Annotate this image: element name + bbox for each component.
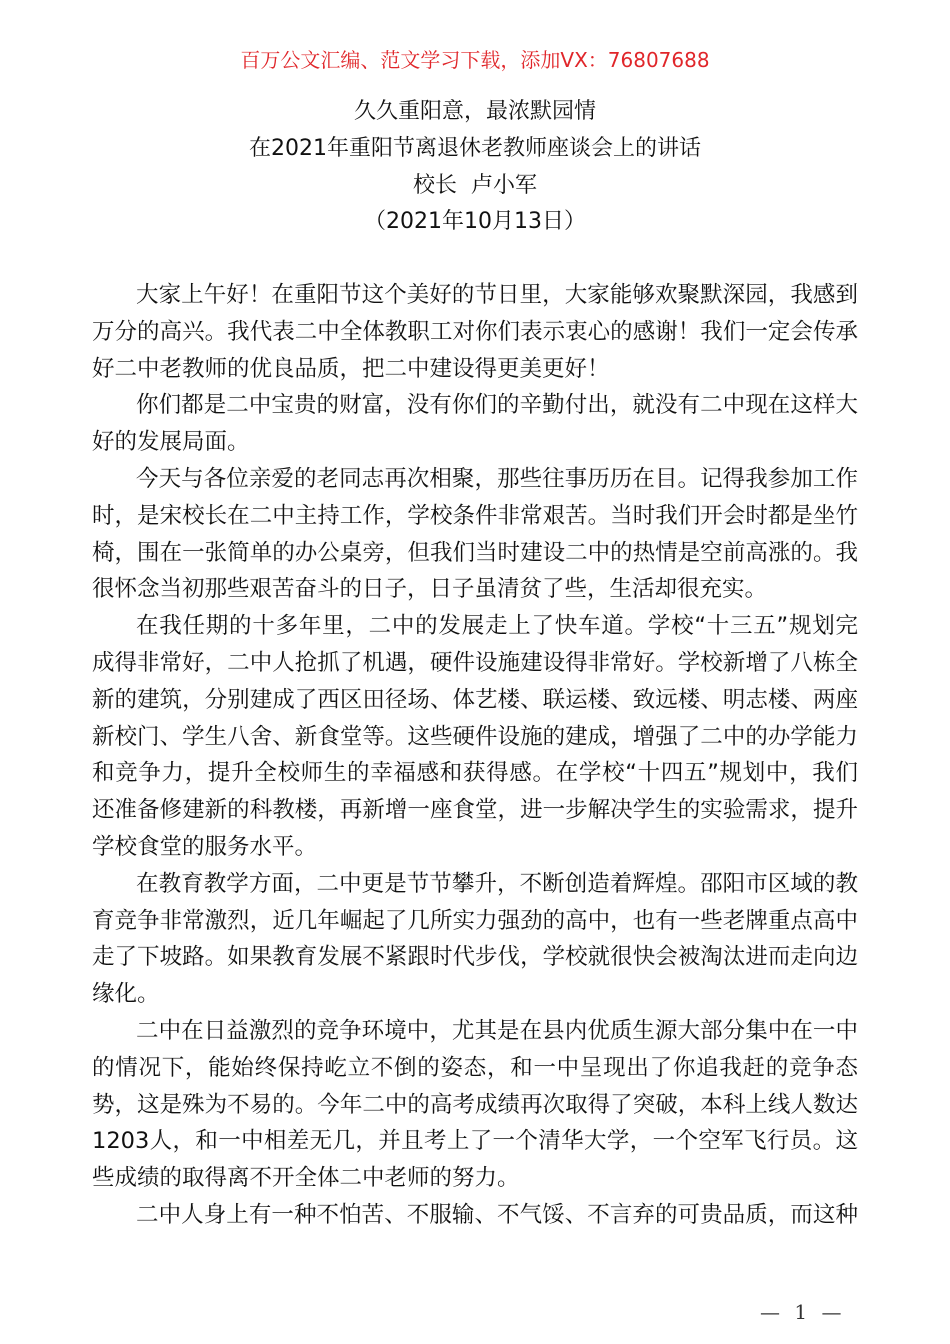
paragraph — [92, 387, 858, 461]
paragraph-line: 在我任期的十多年里，二中的发展走上了快车道。学校“十三五”规划完 — [136, 613, 858, 640]
paragraph-line: 很怀念当初那些艰苦奋斗的日子，日子虽清贫了些，生活却很充实。 — [92, 576, 768, 603]
paragraph — [92, 1197, 858, 1234]
paragraph-line: 1203人，和一中相差无几，并且考上了一个清华大学，一个空军飞行员。这 — [92, 1128, 858, 1155]
page-number: — 1 — — [760, 1300, 846, 1324]
paragraph-line: 缘化。 — [92, 981, 160, 1008]
document-subtitle: 在2021年重阳节离退休老教师座谈会上的讲话 — [249, 135, 701, 161]
paragraph-line: 学校食堂的服务水平。 — [92, 833, 318, 860]
paragraph-line: 成得非常好，二中人抢抓了机遇，硬件设施建设得非常好。学校新增了八栋全 — [92, 649, 858, 676]
paragraph-line: 育竞争非常激烈，近几年崛起了几所实力强劲的高中，也有一些老牌重点高中 — [92, 907, 858, 934]
paragraph-line: 和竞争力，提升全校师生的幸福感和获得感。在学校“十四五”规划中，我们 — [92, 760, 858, 787]
paragraph-line: 今天与各位亲爱的老同志再次相聚，那些往事历历在目。记得我参加工作 — [136, 465, 858, 492]
paragraph-line: 椅，围在一张简单的办公桌旁，但我们当时建设二中的热情是空前高涨的。我 — [92, 539, 858, 566]
document-header — [0, 94, 950, 241]
paragraph-line: 二中在日益激烈的竞争环境中，尤其是在县内优质生源大部分集中在一中 — [136, 1017, 858, 1044]
paragraph-line: 新的建筑，分别建成了西区田径场、体艺楼、联运楼、致远楼、明志楼、两座 — [92, 686, 858, 713]
paragraph-line: 好二中老教师的优良品质，把二中建设得更美更好！ — [92, 355, 610, 382]
document-author: 校长 卢小军 — [413, 172, 537, 198]
paragraph-line: 走了下坡路。如果教育发展不紧跟时代步伐，学校就很快会被淘汰进而走向边 — [92, 944, 858, 971]
paragraph-line: 大家上午好！在重阳节这个美好的节日里，大家能够欢聚默深园，我感到 — [136, 282, 858, 308]
paragraph-line: 二中人身上有一种不怕苦、不服输、不气馁、不言弃的可贵品质，而这种 — [136, 1201, 858, 1228]
watermark-text: 百万公文汇编、范文学习下载，添加VX：76807688 — [240, 48, 710, 72]
paragraph-line: 你们都是二中宝贵的财富，没有你们的辛勤付出，就没有二中现在这样大 — [136, 392, 858, 419]
paragraph — [92, 608, 858, 866]
paragraph-line: 在教育教学方面，二中更是节节攀升，不断创造着辉煌。邵阳市区域的教 — [136, 870, 858, 897]
paragraph — [92, 461, 858, 608]
paragraph-line: 还准备修建新的科教楼，再新增一座食堂，进一步解决学生的实验需求，提升 — [92, 797, 858, 824]
paragraph-line: 好的发展局面。 — [92, 429, 250, 456]
document-date: （2021年10月13日） — [364, 209, 586, 235]
paragraph-line: 势，这是殊为不易的。今年二中的高考成绩再次取得了突破，本科上线人数达 — [92, 1091, 858, 1118]
paragraph — [92, 866, 858, 1013]
paragraph-line: 的情况下，能始终保持屹立不倒的姿态，和一中呈现出了你追我赶的竞争态 — [92, 1054, 858, 1081]
paragraph-line: 时，是宋校长在二中主持工作，学校条件非常艰苦。当时我们开会时都是坐竹 — [92, 502, 858, 529]
paragraph — [92, 1013, 858, 1197]
document-title: 久久重阳意，最浓默园情 — [353, 99, 596, 124]
paragraph-line: 些成绩的取得离不开全体二中老师的努力。 — [92, 1165, 520, 1192]
paragraph-line: 万分的高兴。我代表二中全体教职工对你们表示衷心的感谢！我们一定会传承 — [92, 318, 858, 345]
document-body — [92, 277, 858, 1234]
paragraph-line: 新校门、学生八舍、新食堂等。这些硬件设施的建成，增强了二中的办学能力 — [92, 723, 858, 750]
paragraph — [92, 277, 858, 387]
